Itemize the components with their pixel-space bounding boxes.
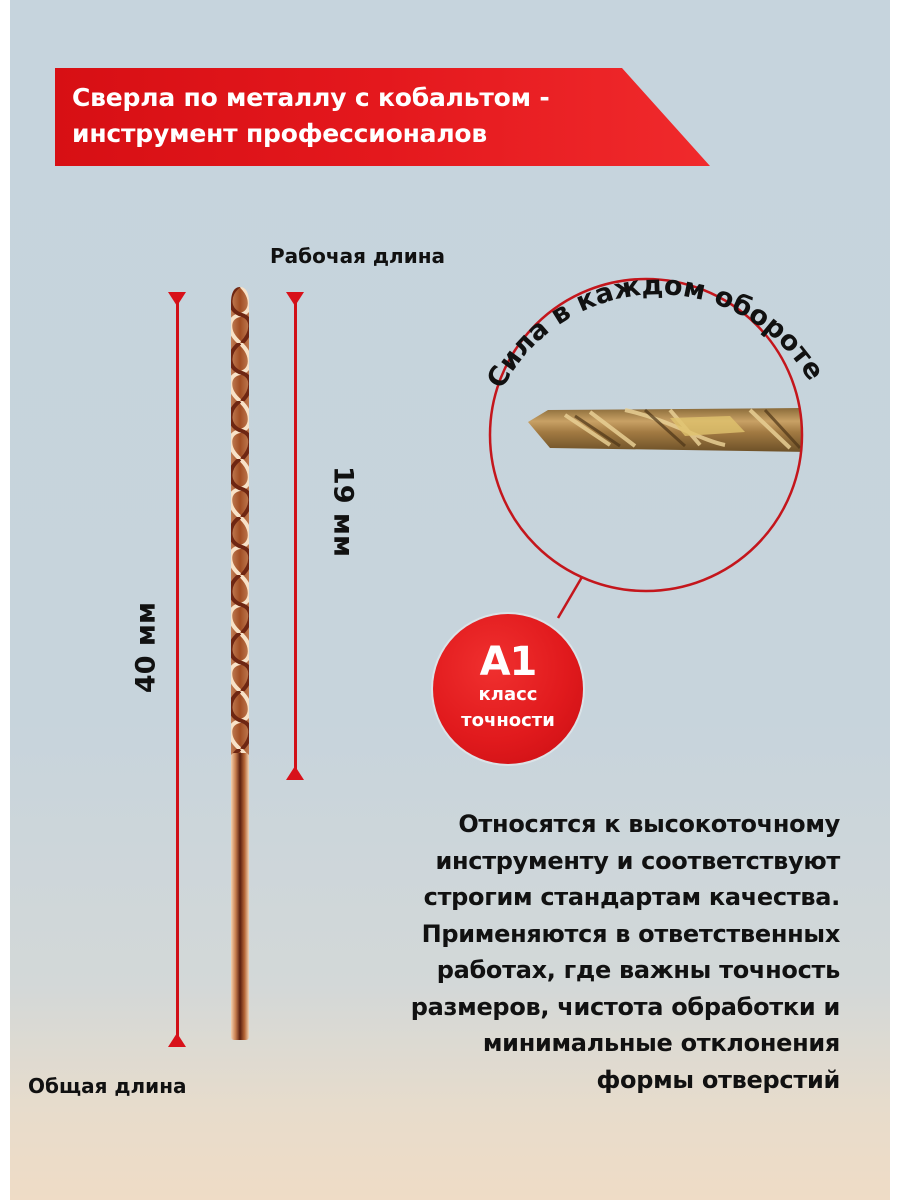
- working-length-label: Рабочая длина: [270, 244, 446, 268]
- description-text: [320, 806, 840, 1098]
- description-line: Применяются в ответственных: [421, 919, 840, 948]
- description-line: строгим стандартам качества.: [423, 883, 840, 911]
- accuracy-class-badge: [433, 614, 583, 764]
- product-infographic: [10, 0, 890, 1200]
- drill-closeup-image: [528, 408, 810, 452]
- working-length-value: 19 мм: [327, 465, 359, 558]
- banner-title: [72, 80, 672, 152]
- total-length-label: Общая длина: [28, 1074, 187, 1098]
- drill-bit-image: [220, 285, 260, 1047]
- banner-title-line1: Сверла по металлу с кобальтом -: [72, 83, 550, 112]
- working-length-dimension-line: [294, 300, 297, 772]
- description-line: Относятся к высокоточному: [458, 810, 840, 838]
- arc-slogan-text: Сила в каждом обороте: [480, 270, 831, 394]
- total-length-value: 40 мм: [130, 601, 162, 694]
- description-line: минимальные отклонения: [482, 1029, 840, 1057]
- description-line: работах, где важны точность: [436, 956, 840, 984]
- zoom-detail-circle: [470, 240, 890, 640]
- badge-connector-line: [558, 577, 582, 618]
- working-length-bottom-arrow-icon: [286, 766, 304, 780]
- badge-line1: класс: [478, 684, 538, 705]
- description-line: формы отверстий: [596, 1065, 840, 1094]
- badge-line2: точности: [461, 710, 555, 731]
- total-length-dimension-line: [176, 300, 179, 1042]
- banner-title-line2: инструмент профессионалов: [72, 119, 488, 148]
- total-length-bottom-arrow-icon: [168, 1033, 186, 1047]
- badge-grade: A1: [479, 639, 537, 685]
- description-line: размеров, чистота обработки и: [410, 992, 840, 1021]
- description-line: инструменту и соответствуют: [435, 846, 840, 875]
